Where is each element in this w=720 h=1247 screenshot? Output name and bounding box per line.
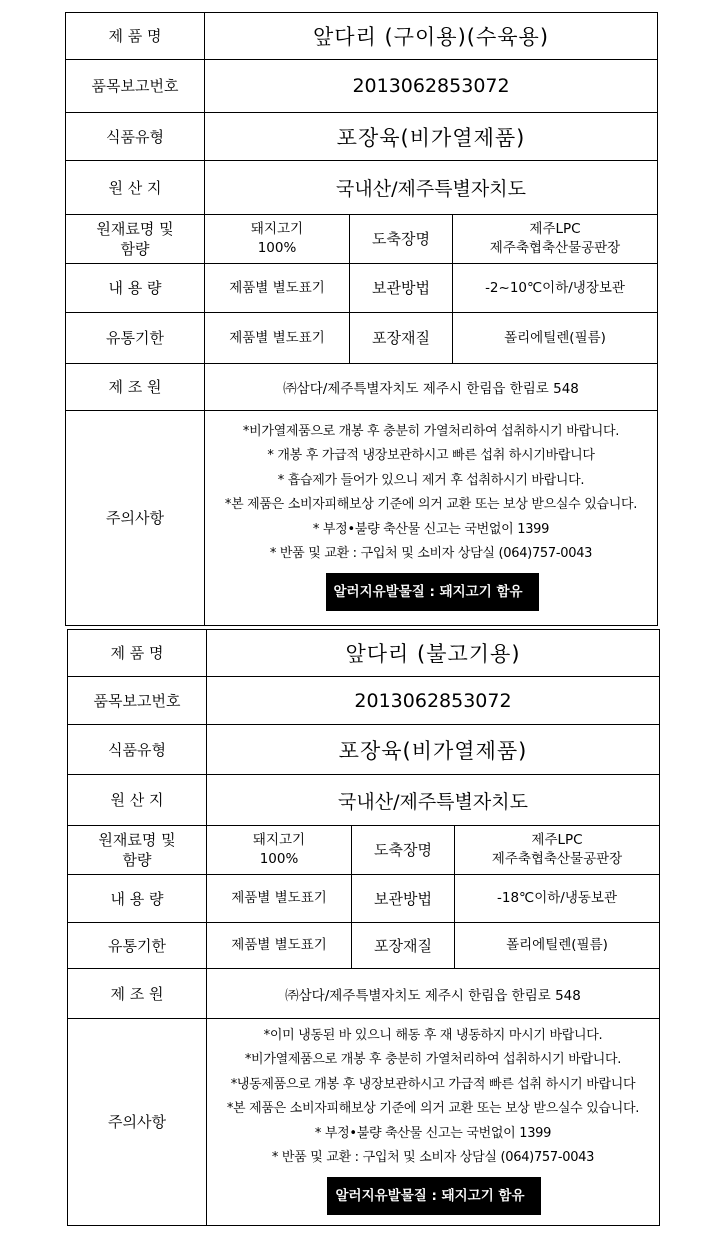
content-label: 내 용 량 [68, 875, 207, 923]
origin-label: 원 산 지 [68, 775, 207, 826]
ingredient-label-line1: 원재료명 및 [96, 220, 174, 238]
allergy-badge: 알러지유발물질 : 돼지고기 함유 [327, 1177, 540, 1215]
content: 제품별 별도표기 [207, 875, 352, 923]
food-type: 포장육(비가열제품) [207, 725, 660, 775]
report-no-label: 품목보고번호 [66, 60, 205, 113]
storage-label: 보관방법 [352, 875, 455, 923]
ingredient-name: 돼지고기 [252, 832, 306, 848]
slaughter-line1: 제주LPC [531, 832, 583, 848]
report-no: 2013062853072 [205, 60, 658, 113]
slaughter-line2: 제주축협축산물공판장 [489, 240, 621, 256]
origin: 국내산/제주특별자치도 [207, 775, 660, 826]
report-no-label: 품목보고번호 [68, 677, 207, 725]
slaughter [455, 826, 660, 875]
slaughter-line2: 제주축협축산물공판장 [491, 851, 623, 867]
storage: -18℃이하/냉동보관 [455, 875, 660, 923]
packaging-label: 포장재질 [350, 313, 453, 364]
packaging: 폴리에틸렌(필름) [455, 923, 660, 969]
packaging: 폴리에틸렌(필름) [453, 313, 658, 364]
food-type-label: 식품유형 [68, 725, 207, 775]
maker-label: 제 조 원 [68, 969, 207, 1019]
product-name-label: 제 품 명 [66, 13, 205, 60]
caution-item: * 반품 및 교환 : 구입처 및 소비자 상담실 (064)757-0043 [271, 1150, 595, 1165]
expiry-label: 유통기한 [66, 313, 205, 364]
slaughter-line1: 제주LPC [529, 221, 581, 237]
expiry: 제품별 별도표기 [207, 923, 352, 969]
packaging-label: 포장재질 [352, 923, 455, 969]
product-name-label: 제 품 명 [68, 630, 207, 677]
content: 제품별 별도표기 [205, 264, 350, 313]
expiry: 제품별 별도표기 [205, 313, 350, 364]
expiry-label: 유통기한 [68, 923, 207, 969]
ingredient-percent: 100% [259, 851, 299, 867]
ingredient-label [68, 826, 207, 875]
ingredient-percent: 100% [257, 240, 297, 256]
product-label-2 [67, 629, 660, 1226]
maker: ㈜삼다/제주특별자치도 제주시 한림읍 한림로 548 [207, 969, 660, 1019]
caution-item: * 부정•불량 축산물 신고는 국번없이 1399 [314, 1125, 552, 1141]
slaughter-label: 도축장명 [350, 215, 453, 264]
allergy-badge: 알러지유발물질 : 돼지고기 함유 [326, 573, 539, 611]
caution-item: * 흡습제가 들어가 있으니 제거 후 섭취하시기 바랍니다. [277, 472, 585, 488]
ingredient-name: 돼지고기 [250, 221, 304, 237]
origin: 국내산/제주특별자치도 [205, 161, 658, 215]
caution-item: *이미 냉동된 바 있으니 해동 후 재 냉동하지 마시기 바랍니다. [263, 1027, 603, 1043]
slaughter-label: 도축장명 [352, 826, 455, 875]
product-name: 앞다리 (구이용)(수육용) [205, 13, 658, 60]
origin-label: 원 산 지 [66, 161, 205, 215]
caution-item: *비가열제품으로 개봉 후 충분히 가열처리하여 섭취하시기 바랍니다. [244, 1052, 622, 1067]
ingredient [207, 826, 352, 875]
storage-label: 보관방법 [350, 264, 453, 313]
caution-label: 주의사항 [66, 411, 205, 626]
maker-label: 제 조 원 [66, 364, 205, 411]
caution-item: * 부정•불량 축산물 신고는 국번없이 1399 [312, 521, 550, 537]
caution-item: *본 제품은 소비자피해보상 기준에 의거 교환 또는 보상 받으실수 있습니다. [224, 497, 638, 512]
report-no: 2013062853072 [207, 677, 660, 725]
ingredient-label-line1: 원재료명 및 [98, 831, 176, 849]
caution-label: 주의사항 [68, 1019, 207, 1226]
caution-notes [205, 411, 658, 626]
ingredient-label [66, 215, 205, 264]
storage: -2~10℃이하/냉장보관 [453, 264, 658, 313]
product-name: 앞다리 (불고기용) [207, 630, 660, 677]
slaughter [453, 215, 658, 264]
caution-notes [207, 1019, 660, 1226]
ingredient-label-line2: 함량 [122, 851, 152, 869]
caution-item: *냉동제품으로 개봉 후 냉장보관하시고 가급적 빠른 섭취 하시기 바랍니다 [230, 1076, 636, 1092]
caution-item: *본 제품은 소비자피해보상 기준에 의거 교환 또는 보상 받으실수 있습니다. [226, 1101, 640, 1116]
food-type-label: 식품유형 [66, 113, 205, 161]
food-type: 포장육(비가열제품) [205, 113, 658, 161]
content-label: 내 용 량 [66, 264, 205, 313]
ingredient-label-line2: 함량 [120, 240, 150, 258]
product-label-1 [65, 12, 658, 626]
maker: ㈜삼다/제주특별자치도 제주시 한림읍 한림로 548 [205, 364, 658, 411]
ingredient [205, 215, 350, 264]
caution-item: * 반품 및 교환 : 구입처 및 소비자 상담실 (064)757-0043 [269, 546, 593, 561]
caution-item: * 개봉 후 가급적 냉장보관하시고 빠른 섭취 하시기바랍니다 [267, 448, 595, 463]
caution-item: *비가열제품으로 개봉 후 충분히 가열처리하여 섭취하시기 바랍니다. [242, 423, 620, 439]
